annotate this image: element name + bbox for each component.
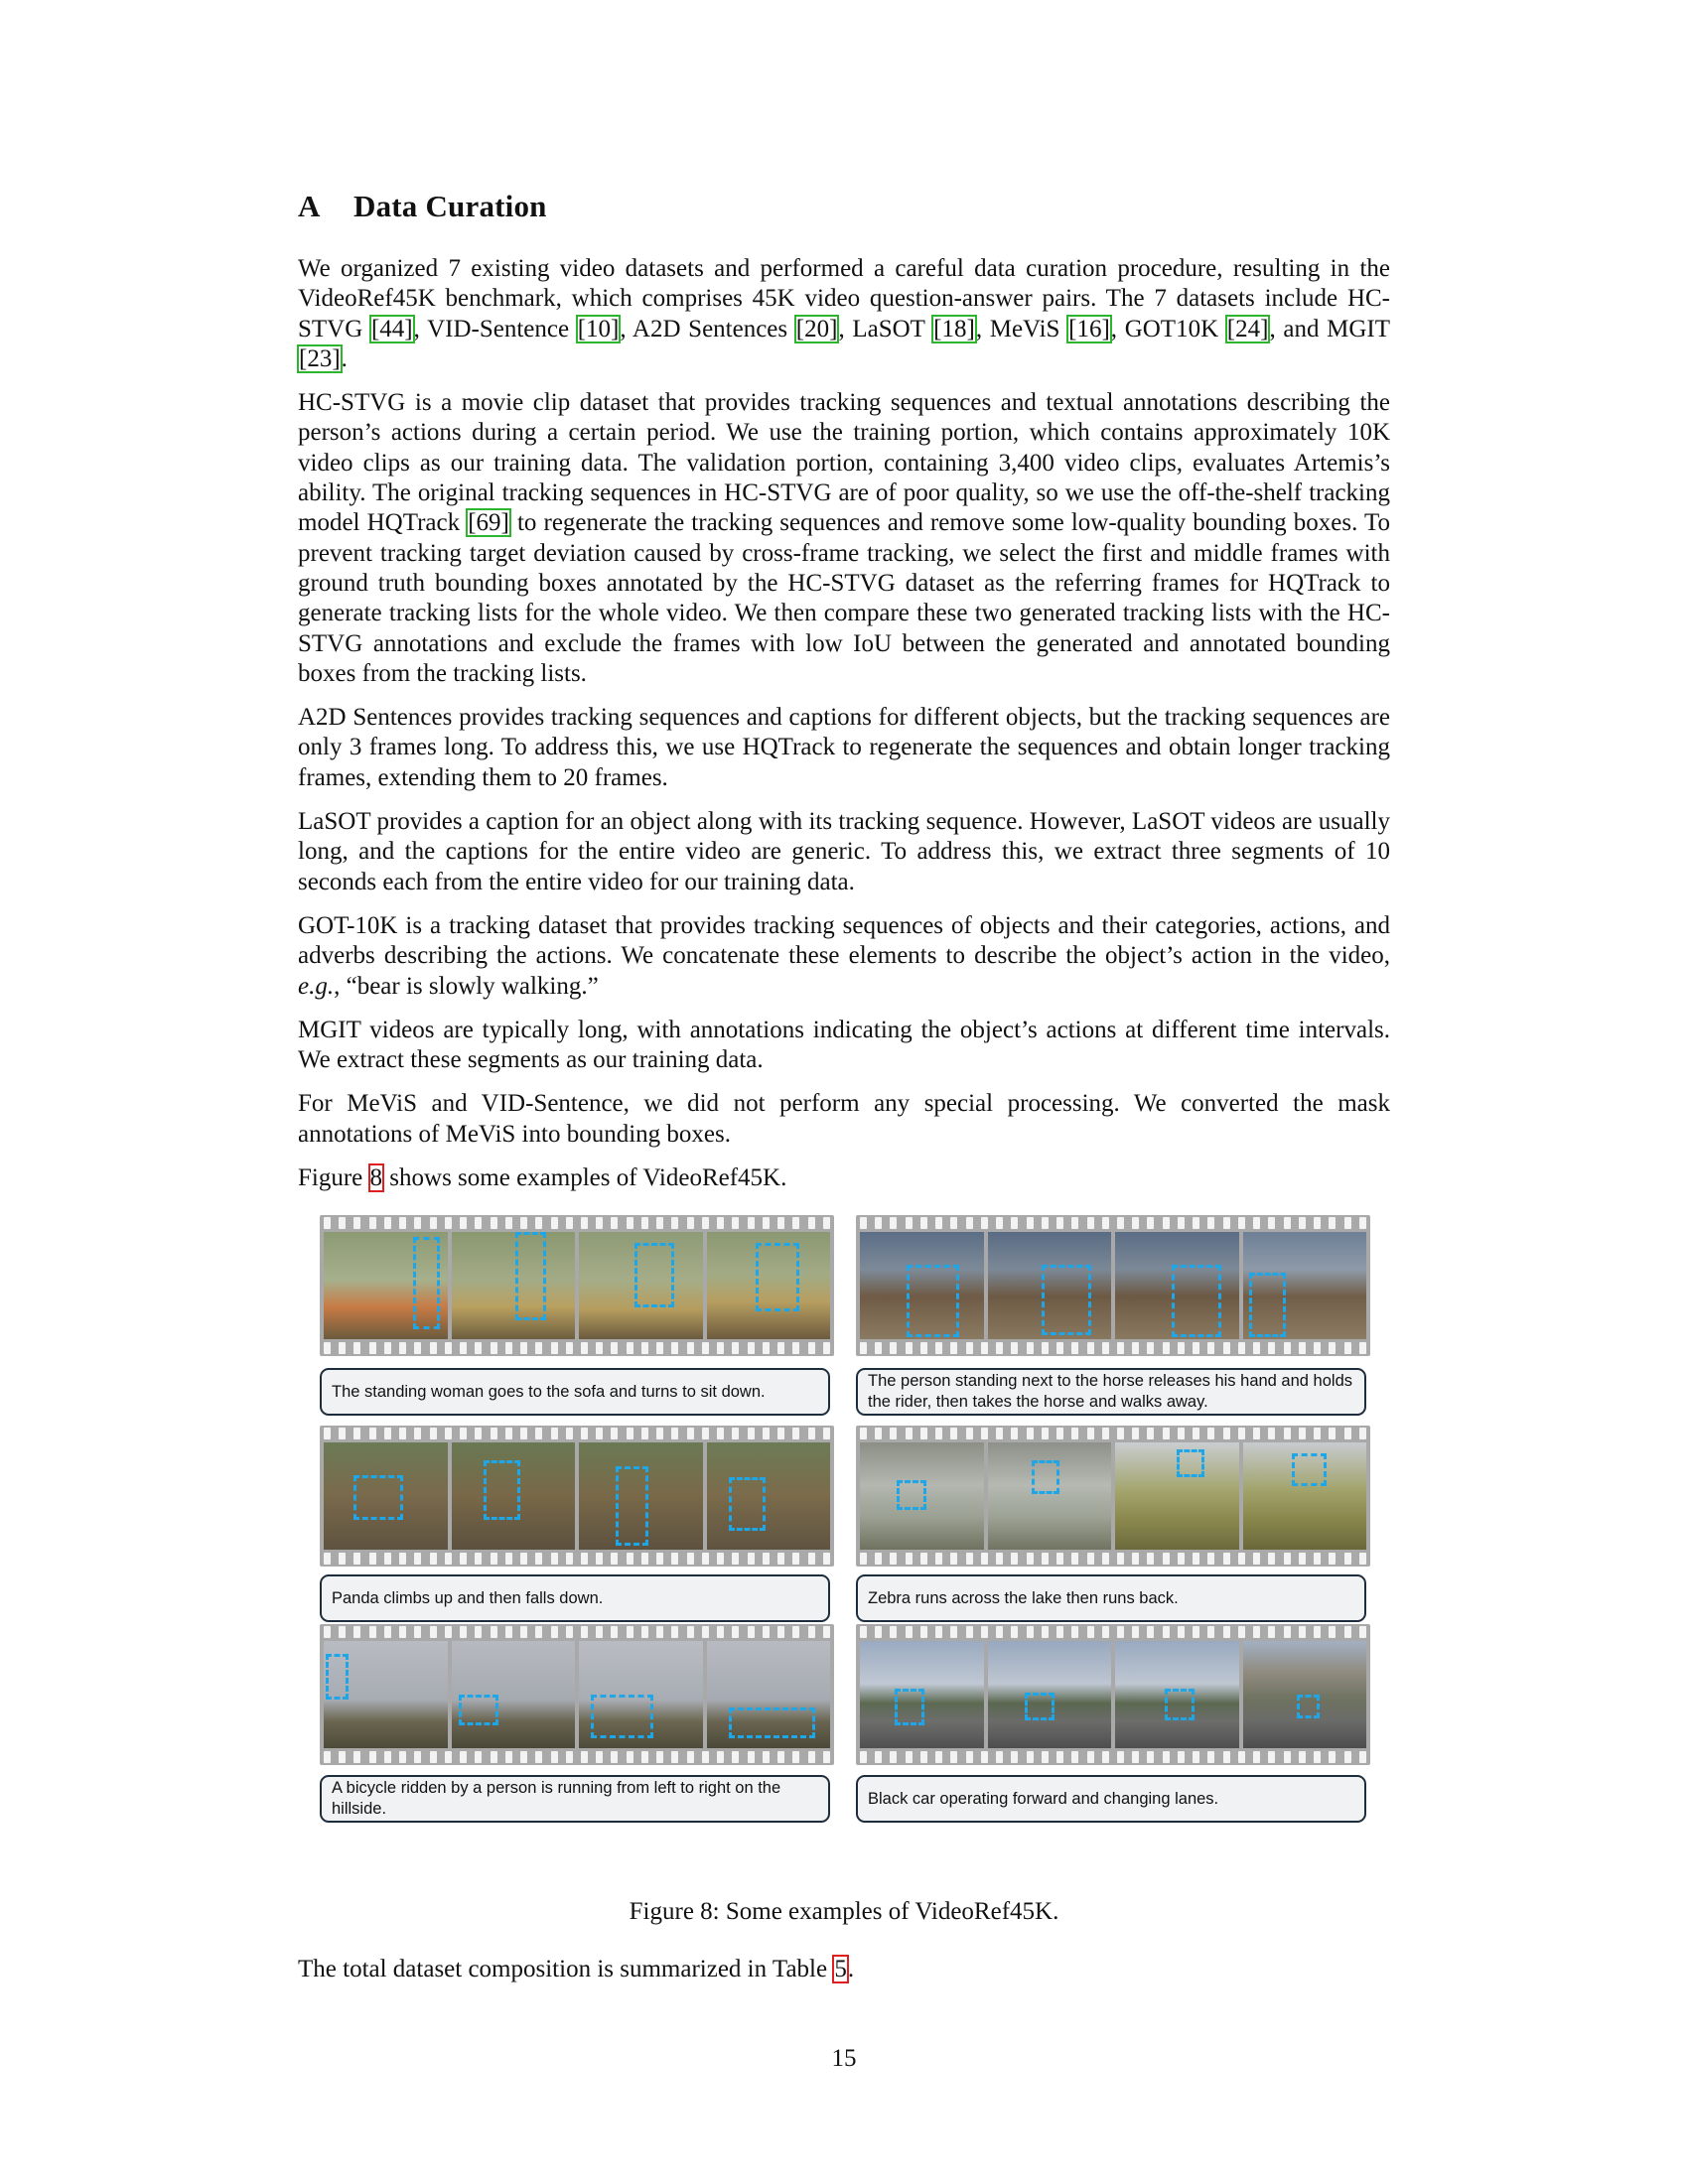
paragraph-a2d: A2D Sentences provides tracking sequences and captions for different objects, but the tracking sequences are only 3 frames long. To address this, we use HQTrack to regenerate the sequences and obtain longer tracking frames, extending them to 20 frames. xyxy=(298,704,1390,791)
video-frame xyxy=(1115,1641,1239,1748)
citation-link[interactable]: [23] xyxy=(299,344,341,372)
example-caption: Zebra runs across the lake then runs back. xyxy=(856,1574,1366,1622)
example-panel xyxy=(320,1215,834,1401)
paragraph-figure-ref: Figure 8 shows some examples of VideoRef45K. xyxy=(298,1164,787,1192)
page-content xyxy=(298,189,1390,1860)
paragraph-hcstvg: HC-STVG is a movie clip dataset that provides tracking sequences and textual annotations describing the person’s actions during a certain period. We use the training portion, which contains approximately 10K video clips as our training data. The validation portion, containing 3,400 video clips, evaluates Artemis’s ability. The original tracking sequences in HC-STVG are of poor quality, so we use the off-the-shelf tracking model HQTrack [69] to regenerate the tracking sequences and remove some low-quality bounding boxes. To prevent tracking target deviation caused by cross-frame tracking, we select the first and middle frames with ground truth bounding boxes annotated by the HC-STVG dataset as the referring frames for HQTrack to generate tracking lists for the whole video. We then compare these two generated tracking lists with the HC-STVG annotations and exclude the frames with low IoU between the generated and annotated bounding boxes from the tracking lists. xyxy=(298,389,1390,687)
citation-link[interactable]: [20] xyxy=(795,315,838,342)
film-strip xyxy=(856,1624,1370,1765)
example-panel xyxy=(856,1426,1370,1607)
example-panel xyxy=(320,1426,834,1607)
example-caption: The person standing next to the horse releases his hand and holds the rider, then takes the horse and walks away. xyxy=(856,1368,1366,1416)
example-caption: Black car operating forward and changing lanes. xyxy=(856,1775,1366,1823)
example-panel xyxy=(856,1624,1370,1808)
page-number: 15 xyxy=(831,2045,857,2072)
citation-link[interactable]: [18] xyxy=(933,315,975,342)
paragraph-mevis: For MeViS and VID-Sentence, we did not perform any special processing. We converted the mask annotations of MeViS into bounding boxes. xyxy=(298,1090,1390,1148)
paragraph-datasets: We organized 7 existing video datasets and performed a careful data curation procedure, resulting in the VideoRef45K benchmark, which comprises 45K video question-answer pairs. The 7 datasets include HC-STVG [44], VID-Sentence [10], A2D Sentences [20], LaSOT [18], MeViS [16], GOT10K [24], and MGIT [23]. xyxy=(298,255,1390,372)
example-panel xyxy=(856,1215,1370,1412)
section-title: Data Curation xyxy=(353,189,547,223)
video-frame xyxy=(860,1641,984,1748)
video-frame xyxy=(452,1232,576,1339)
video-frame xyxy=(1243,1442,1367,1550)
video-frame xyxy=(324,1641,448,1748)
example-panel xyxy=(320,1624,834,1819)
video-frame xyxy=(579,1232,703,1339)
paragraph-got10k: GOT-10K is a tracking dataset that provides tracking sequences of objects and their categories, actions, and adverbs describing the actions. We concatenate these elements to describe the object’s action in the video, e.g., “bear is slowly walking.” xyxy=(298,911,1390,1000)
citation-link[interactable]: [69] xyxy=(468,509,509,537)
video-frame xyxy=(707,1232,831,1339)
film-strip xyxy=(856,1426,1370,1567)
table-ref-link[interactable]: 5 xyxy=(834,1956,847,1982)
video-frame xyxy=(860,1442,984,1550)
video-frame xyxy=(707,1641,831,1748)
video-frame xyxy=(860,1232,984,1339)
example-caption: A bicycle ridden by a person is running from left to right on the hillside. xyxy=(320,1775,830,1823)
figure-examples xyxy=(298,1215,1390,1860)
film-strip xyxy=(320,1624,834,1765)
video-frame xyxy=(324,1442,448,1550)
video-frame xyxy=(1115,1232,1239,1339)
citation-link[interactable]: [16] xyxy=(1068,315,1110,342)
film-strip xyxy=(320,1215,834,1356)
paragraph-table-ref: The total dataset composition is summarized in Table 5. xyxy=(298,1956,855,1982)
section-heading xyxy=(298,189,1390,224)
video-frame xyxy=(707,1442,831,1550)
citation-link[interactable]: [24] xyxy=(1226,315,1269,342)
paragraph-mgit: MGIT videos are typically long, with annotations indicating the object’s actions at different time intervals. We extract these segments as our training data. xyxy=(298,1016,1390,1074)
citation-link[interactable]: [44] xyxy=(370,315,413,342)
example-caption: The standing woman goes to the sofa and turns to sit down. xyxy=(320,1368,830,1416)
paragraph-lasot: LaSOT provides a caption for an object along with its tracking sequence. However, LaSOT videos are usually long, and the captions for the entire video are generic. To address this, we extract three segments of 10 seconds each from the entire video for our training data. xyxy=(298,808,1390,895)
example-caption: Panda climbs up and then falls down. xyxy=(320,1574,830,1622)
video-frame xyxy=(579,1641,703,1748)
citation-link[interactable]: [10] xyxy=(577,315,620,342)
video-frame xyxy=(452,1442,576,1550)
figure-ref-link[interactable]: 8 xyxy=(369,1164,383,1192)
video-frame xyxy=(1243,1232,1367,1339)
film-strip xyxy=(320,1426,834,1567)
video-frame xyxy=(324,1232,448,1339)
figure-caption: Figure 8: Some examples of VideoRef45K. xyxy=(629,1898,1059,1925)
video-frame xyxy=(1243,1641,1367,1748)
video-frame xyxy=(988,1442,1112,1550)
video-frame xyxy=(1115,1442,1239,1550)
film-strip xyxy=(856,1215,1370,1356)
video-frame xyxy=(988,1641,1112,1748)
video-frame xyxy=(988,1232,1112,1339)
section-number: A xyxy=(298,189,321,223)
video-frame xyxy=(452,1641,576,1748)
video-frame xyxy=(579,1442,703,1550)
